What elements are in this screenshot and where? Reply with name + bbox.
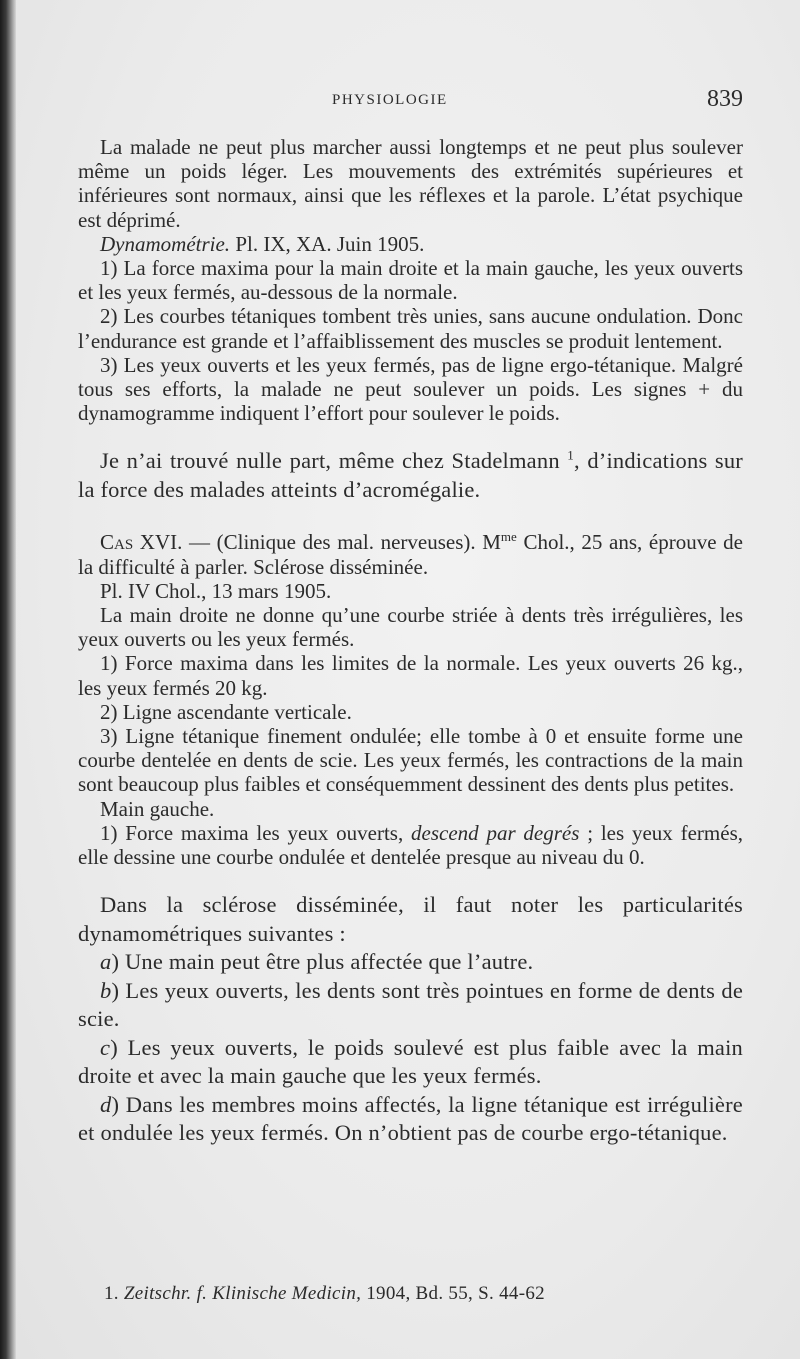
footnote-number: 1. xyxy=(104,1283,119,1304)
summary-text-b: ) Les yeux ouverts, les dents sont très pointues en forme de dents de scie. xyxy=(78,977,743,1032)
summary-text-d: ) Dans les membres moins affectés, la ligne tétanique est irrégulière et ondulée les yeux fermés. On n’obtient pas de courbe ergo-tétanique. xyxy=(78,1091,743,1146)
case-label: Cas XVI. xyxy=(100,530,183,555)
list-item-1: 1) La force maxima pour la main droite et la main gauche, les yeux ouverts et les yeux fermés, au-dessous de la normale. xyxy=(78,256,743,305)
summary-letter-b: b xyxy=(100,977,112,1003)
paragraph-summary: Dans la sclérose disséminée, il faut noter les particularités dynamométriques suivantes : xyxy=(78,892,743,946)
book-binding-edge xyxy=(0,0,16,1359)
case-list-item-1: 1) Force maxima dans les limites de la normale. Les yeux ouverts 26 kg., les yeux fermés 20 kg. xyxy=(78,651,743,700)
summary-letter-c: c xyxy=(100,1034,111,1060)
summary-letter-a: a xyxy=(100,949,112,975)
paragraph-left-hand: Main gauche. xyxy=(100,796,215,821)
running-head: PHYSIOLOGIE xyxy=(332,92,448,108)
page-body xyxy=(78,135,743,1148)
stadelmann-text: Je n’ai trouvé nulle part, même chez Stadelmann xyxy=(100,448,568,474)
page-number: 839 xyxy=(707,86,743,112)
summary-item-a xyxy=(78,948,743,977)
paragraph-stadelmann xyxy=(78,447,743,504)
summary-item-c xyxy=(78,1034,743,1091)
page-header xyxy=(78,86,743,118)
footnote xyxy=(104,1283,545,1305)
case-details: Chol., 25 ans, éprouve de la difficulté à parler. Sclérose disséminée. xyxy=(78,530,743,579)
footnote-journal: Zeitschr. f. Klinische Medicin, xyxy=(123,1283,362,1304)
paragraph-dynamometry xyxy=(78,232,743,256)
case-intro: — (Clinique des mal. nerveuses). M xyxy=(182,530,501,555)
list-item-2: 2) Les courbes tétaniques tombent très unies, sans aucune ondulation. Donc l’endurance est grande et l’affaiblissement des muscles se produit lentement. xyxy=(78,304,743,353)
book-page xyxy=(16,0,800,1359)
paragraph-case-16 xyxy=(78,530,743,578)
summary-text-c: ) Les yeux ouverts, le poids soulevé est plus faible avec la main droite et avec la main gauche que les yeux fermés. xyxy=(78,1034,743,1089)
paragraph-symptoms: La malade ne peut plus marcher aussi longtemps et ne peut plus soulever même un poids léger. Les mouvements des extrémités supérieures et inférieures sont normaux, ainsi que les réflexes et la parole. L’état psychique est déprimé. xyxy=(78,135,743,232)
summary-letter-d: d xyxy=(100,1091,112,1117)
case-list-item-3: 3) Ligne tétanique finement ondulée; elle tombe à 0 et ensuite forme une courbe dentelée en dents de scie. Les yeux fermés, les contractions de la main sont beaucoup plus faibles et conséquemment dessinent des dents plus petites. xyxy=(78,724,743,797)
dynamometry-plate: Pl. IX, XA. Juin 1905. xyxy=(230,231,425,256)
left-hand-italic: descend par degrés xyxy=(411,820,580,845)
paragraph-plate-iv: Pl. IV Chol., 13 mars 1905. xyxy=(100,578,332,603)
footnote-details: 1904, Bd. 55, S. 44-62 xyxy=(361,1283,545,1304)
left-hand-item-1 xyxy=(78,821,743,869)
footnote-ref: 1 xyxy=(567,447,574,463)
case-list-item-2: 2) Ligne ascendante verticale. xyxy=(100,699,352,724)
summary-text-a: ) Une main peut être plus affectée que l’autre. xyxy=(111,949,534,975)
stadelmann-text-end: , d’indications sur la force des malades atteints d’acromégalie. xyxy=(78,448,744,502)
summary-item-d xyxy=(78,1091,743,1148)
dynamometry-label: Dynamométrie. xyxy=(100,231,231,256)
summary-item-b xyxy=(78,977,743,1034)
list-item-3: 3) Les yeux ouverts et les yeux fermés, pas de ligne ergo-tétanique. Malgré tous ses efforts, la malade ne peut soulever un poids. Les signes + du dynamogramme indiquent l’effort pour soulever le poids. xyxy=(78,352,743,426)
paragraph-right-hand: La main droite ne donne qu’une courbe striée à dents très irrégulières, les yeux ouverts ou les yeux fermés. xyxy=(78,603,743,652)
left-hand-text: 1) Force maxima les yeux ouverts, xyxy=(100,820,411,845)
madame-abbr: me xyxy=(500,529,517,545)
left-hand-text-end: ; les yeux fermés, elle dessine une courbe ondulée et dentelée presque au niveau du 0. xyxy=(78,820,743,870)
